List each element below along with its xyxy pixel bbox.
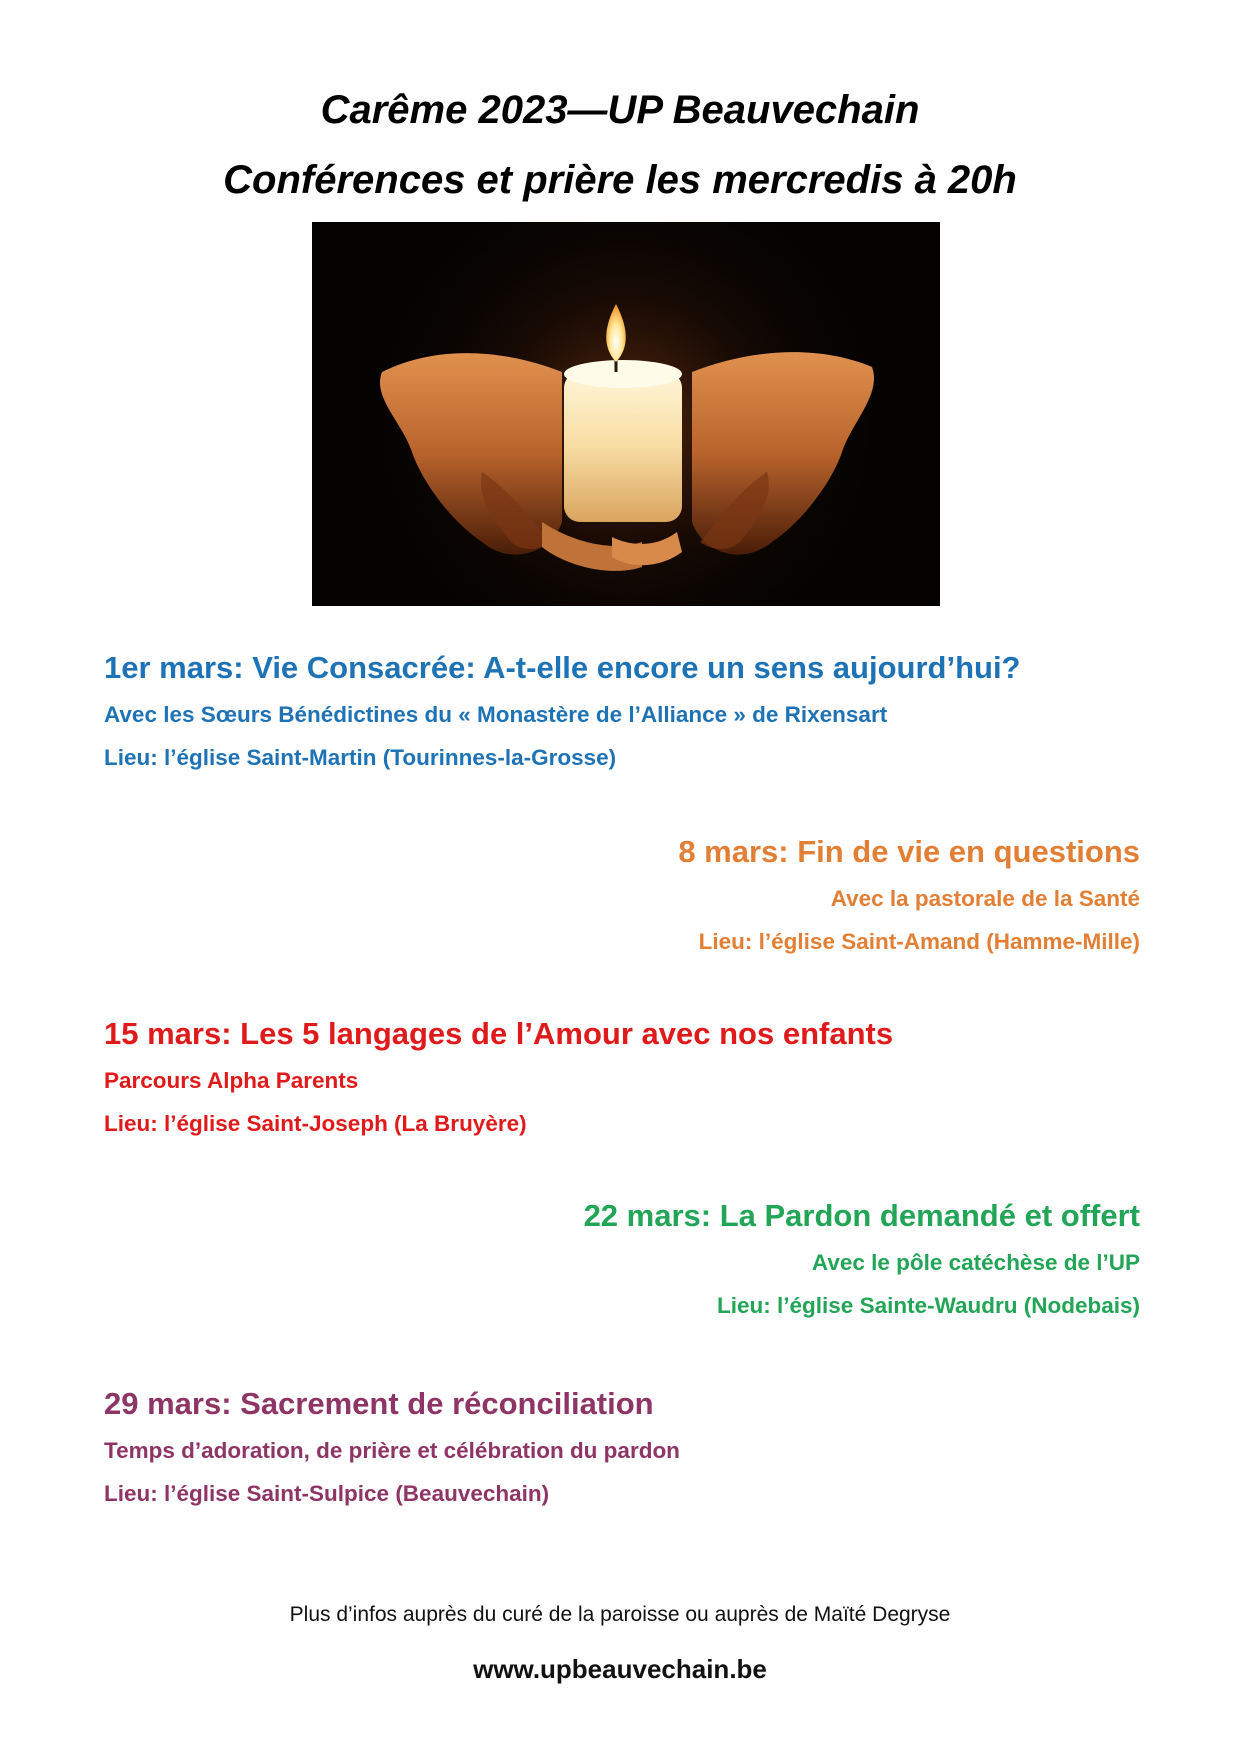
event-location: Lieu: l’église Saint-Martin (Tourinnes-la-Grosse) bbox=[104, 745, 617, 770]
title-line-2: Conférences et prière les mercredis à 20h bbox=[223, 158, 1017, 202]
event-heading: 22 mars: La Pardon demandé et offert bbox=[583, 1198, 1140, 1233]
candle-in-hands-photo bbox=[312, 222, 940, 606]
event-location: Lieu: l’église Saint-Joseph (La Bruyère) bbox=[104, 1111, 527, 1136]
event-detail: Avec les Sœurs Bénédictines du « Monastère de l’Alliance » de Rixensart bbox=[104, 702, 888, 727]
event-march-8 bbox=[104, 832, 1140, 957]
event-detail: Temps d’adoration, de prière et célébration du pardon bbox=[104, 1438, 680, 1463]
event-location: Lieu: l’église Sainte-Waudru (Nodebais) bbox=[717, 1293, 1140, 1318]
event-detail: Avec le pôle catéchèse de l’UP bbox=[811, 1250, 1140, 1275]
title-line-1: Carême 2023—UP Beauvechain bbox=[320, 88, 920, 132]
event-heading: 29 mars: Sacrement de réconciliation bbox=[104, 1386, 654, 1421]
event-detail: Avec la pastorale de la Santé bbox=[830, 886, 1140, 911]
event-heading: 1er mars: Vie Consacrée: A-t-elle encore un sens aujourd’hui? bbox=[104, 650, 1021, 685]
event-heading: 8 mars: Fin de vie en questions bbox=[678, 834, 1140, 869]
event-march-29 bbox=[104, 1384, 1140, 1509]
event-detail: Parcours Alpha Parents bbox=[104, 1068, 359, 1093]
event-march-1 bbox=[104, 648, 1140, 773]
event-march-22 bbox=[104, 1196, 1140, 1321]
footer-info-text: Plus d’infos auprès du curé de la paroisse ou auprès de Maïté Degryse bbox=[289, 1603, 951, 1626]
website-link[interactable]: www.upbeauvechain.be bbox=[473, 1654, 767, 1684]
event-march-15 bbox=[104, 1014, 1140, 1139]
event-location: Lieu: l’église Saint-Amand (Hamme-Mille) bbox=[698, 929, 1140, 954]
event-heading: 15 mars: Les 5 langages de l’Amour avec nos enfants bbox=[104, 1016, 894, 1051]
event-location: Lieu: l’église Saint-Sulpice (Beauvechain) bbox=[104, 1481, 550, 1506]
